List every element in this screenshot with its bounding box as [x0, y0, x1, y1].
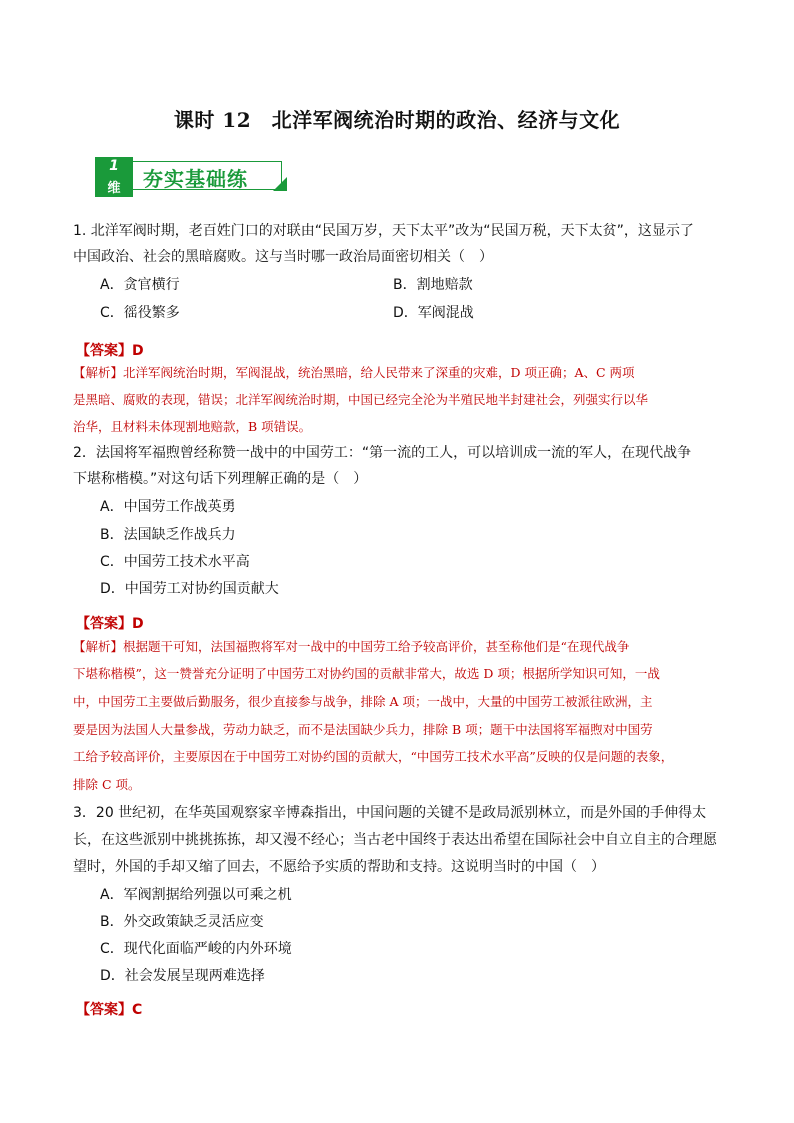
- level-badge: [95, 157, 133, 197]
- question-3-line-2: 长，在这些派别中挑挑拣拣，却又漫不经心；当古老中国终于表达出希望在国际社会中自立自主的合理愿: [73, 832, 717, 848]
- question-3-option-c: C．现代化面临严峻的内外环境: [100, 941, 292, 957]
- badge-level: 维: [107, 181, 121, 196]
- question-2-explanation-line-6: 排除 C 项。: [73, 777, 141, 792]
- question-2-line-1: 2．法国将军福煦曾经称赞一战中的中国劳工：“第一流的工人，可以培训成一流的军人，在现代战争: [73, 445, 692, 461]
- question-1-option-a: A．贪官横行: [100, 277, 180, 293]
- question-1-explanation-line-3: 治华，且材料未体现割地赔款，B 项错误。: [73, 419, 312, 434]
- question-1-line-2: 中国政治、社会的黑暗腐败。这与当时哪一政治局面密切相关（ ）: [73, 249, 493, 265]
- question-2-explanation-line-4: 要是因为法国人大量参战，劳动力缺乏，而不是法国缺少兵力，排除 B 项；题干中法国将军福煦对中国劳: [73, 722, 653, 737]
- question-1-explanation-line-1: 【解析】北洋军阀统治时期，军阀混战，统治黑暗，给人民带来了深重的灾难，D 项正确；A、C 两项: [73, 365, 635, 380]
- question-3-option-d: D．社会发展呈现两难选择: [100, 968, 265, 984]
- banner-corner-triangle: [273, 177, 287, 191]
- question-1-option-b: B．割地赔款: [393, 277, 473, 293]
- question-2-explanation-line-5: 工给予较高评价，主要原因在于中国劳工对协约国的贡献大，“中国劳工技术水平高”反映的仅是问题的表象，: [73, 749, 674, 764]
- question-3-line-3: 望时，外国的手却又缩了回去，不愿给予实质的帮助和支持。这说明当时的中国（ ）: [73, 859, 605, 875]
- question-1-line-1: 1. 北洋军阀时期，老百姓门口的对联由“民国万岁，天下太平”改为“民国万税，天下太贫”，这显示了: [73, 223, 694, 239]
- question-3-option-b: B．外交政策缺乏灵活应变: [100, 914, 264, 930]
- badge-number: 1: [109, 158, 119, 174]
- question-1-explanation-line-2: 是黑暗、腐败的表现，错误；北洋军阀统治时期，中国已经完全沦为半殖民地半封建社会，列强实行以华: [73, 392, 649, 407]
- question-2-explanation-line-3: 中，中国劳工主要做后勤服务，很少直接参与战争，排除 A 项；一战中，大量的中国劳工被派往欧洲，主: [73, 694, 653, 709]
- question-2-line-2: 下堪称楷模。”对这句话下列理解正确的是（ ）: [73, 471, 368, 487]
- banner-label-box: [133, 161, 282, 190]
- question-2-option-b: B．法国缺乏作战兵力: [100, 527, 236, 543]
- lesson-title: 课时 12 北洋军阀统治时期的政治、经济与文化: [173, 108, 621, 132]
- question-1-option-c: C．徭役繁多: [100, 305, 180, 321]
- question-2-answer: 【答案】D: [76, 616, 144, 632]
- question-3-answer: 【答案】C: [76, 1002, 143, 1018]
- question-2-option-d: D．中国劳工对协约国贡献大: [100, 581, 279, 597]
- question-1-answer: 【答案】D: [76, 343, 144, 359]
- question-2-option-a: A．中国劳工作战英勇: [100, 499, 236, 515]
- question-2-explanation-line-1: 【解析】根据题干可知，法国福煦将军对一战中的中国劳工给予较高评价，甚至称他们是“在现代战争: [73, 639, 630, 654]
- question-3-line-1: 3．20 世纪初，在华英国观察家辛博森指出，中国问题的关键不是政局派别林立，而是外国的手伸得太: [73, 805, 707, 821]
- question-1-option-d: D．军阀混战: [393, 305, 474, 321]
- section-banner: [95, 157, 290, 197]
- question-2-explanation-line-2: 下堪称楷模”，这一赞誉充分证明了中国劳工对协约国的贡献非常大，故选 D 项；根据所学知识可知，一战: [73, 666, 660, 681]
- section-title: 夯实基础练: [143, 167, 248, 191]
- question-3-option-a: A．军阀割据给列强以可乘之机: [100, 887, 292, 903]
- question-2-option-c: C．中国劳工技术水平高: [100, 554, 250, 570]
